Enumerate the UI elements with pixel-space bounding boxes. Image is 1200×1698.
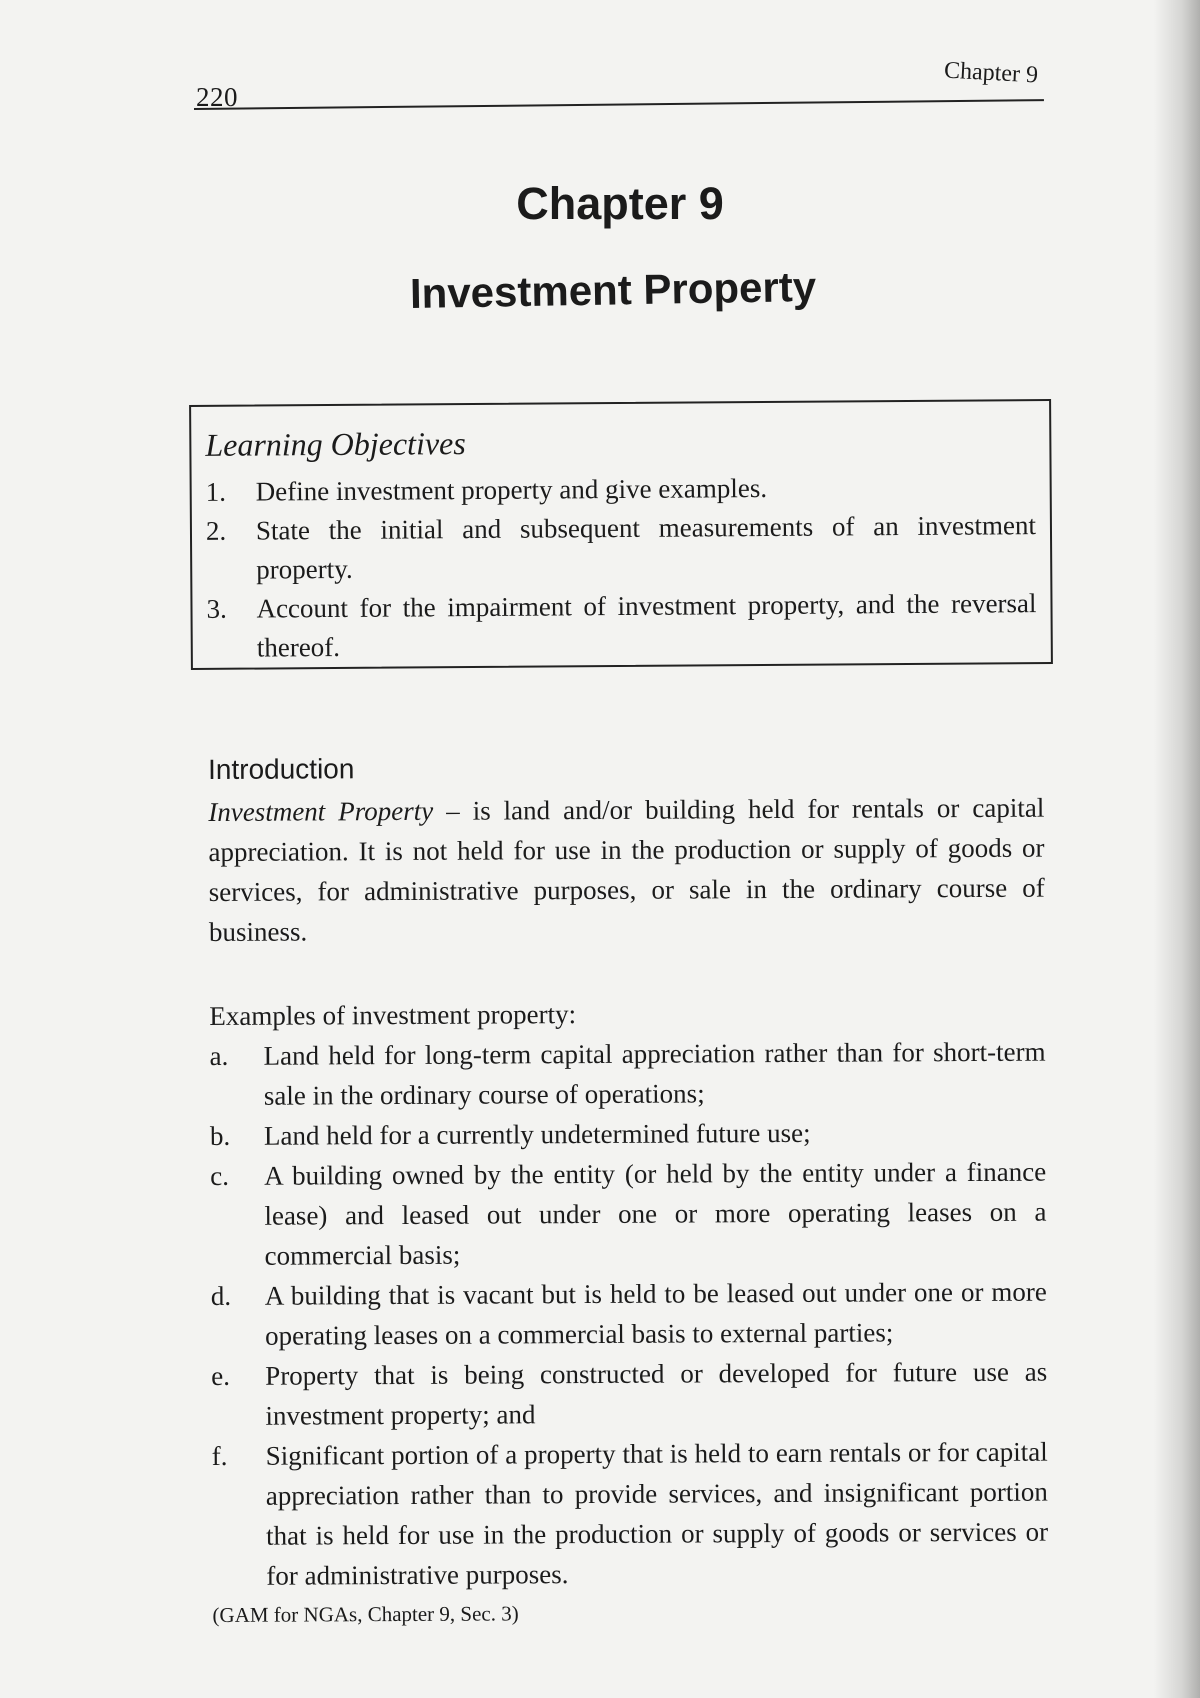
example-item [211,1352,1047,1436]
example-text: Land held for a currently undetermined future use; [263,1117,811,1151]
example-letter: d. [210,1280,232,1311]
objective-number: 2. [205,515,227,546]
example-item [210,1112,1046,1156]
chapter-label: Chapter 9 [516,178,724,229]
objective-text: State the initial and subsequent measurements of an investment property. [255,510,1037,585]
objective-text: Define investment property and give examples. [255,472,768,507]
introduction-heading: Introduction [208,753,355,785]
objective-number: 1. [205,476,227,507]
example-text: A building owned by the entity (or held by the entity under a finance lease) and leased out under one or more operating leases on a commercial basis; [264,1156,1047,1271]
defined-term: Investment Property [208,795,434,827]
example-text: Land held for long-term capital appreciation rather than for short-term sale in the ordinary course of operations; [263,1036,1046,1111]
example-item [212,1432,1049,1596]
objective-item [206,584,1037,668]
definition-text: – is land and/or building held for rentals or capital appreciation. It is not held for use in the production or supply of goods or services, for administrative purposes, or sale in the ordinary course of business. [208,792,1045,947]
example-item [211,1272,1047,1356]
example-letter: e. [211,1360,231,1391]
page-number: 220 [196,82,238,112]
example-letter: b. [209,1120,231,1151]
introduction-paragraph [208,788,1045,952]
introduction-section [208,750,1049,1630]
examples-list [209,1032,1048,1596]
example-item [209,1032,1045,1116]
objective-item [206,506,1037,590]
citation: (GAM for NGAs, Chapter 9, Sec. 3) [212,1601,519,1627]
example-item [210,1152,1047,1276]
example-text: Property that is being constructed or developed for future use as investment property; and [265,1356,1048,1431]
learning-objectives-box [189,399,1053,670]
chapter-title: Investment Property [409,262,817,317]
example-letter: f. [211,1440,228,1471]
example-text: Significant portion of a property that is held to earn rentals or for capital appreciation rather than to provide services, and insignificant portion that is held for use in the production or supply of goods or services or for administrative purposes. [265,1436,1049,1591]
header-rule [194,99,1044,110]
objectives-list [206,467,1037,668]
objective-number: 3. [206,593,227,624]
objective-item [206,467,1036,512]
example-letter: a. [209,1040,229,1071]
objective-text: Account for the impairment of investment property, and the reversal thereof. [256,588,1037,663]
running-head: Chapter 9 [943,57,1039,89]
examples-intro: Examples of investment property: [209,999,577,1031]
example-text: A building that is vacant but is held to be leased out under one or more operating leases on a commercial basis to external parties; [264,1276,1047,1351]
example-letter: c. [210,1160,230,1191]
objectives-heading: Learning Objectives [205,425,466,463]
page-edge-shadow [1154,0,1200,1698]
